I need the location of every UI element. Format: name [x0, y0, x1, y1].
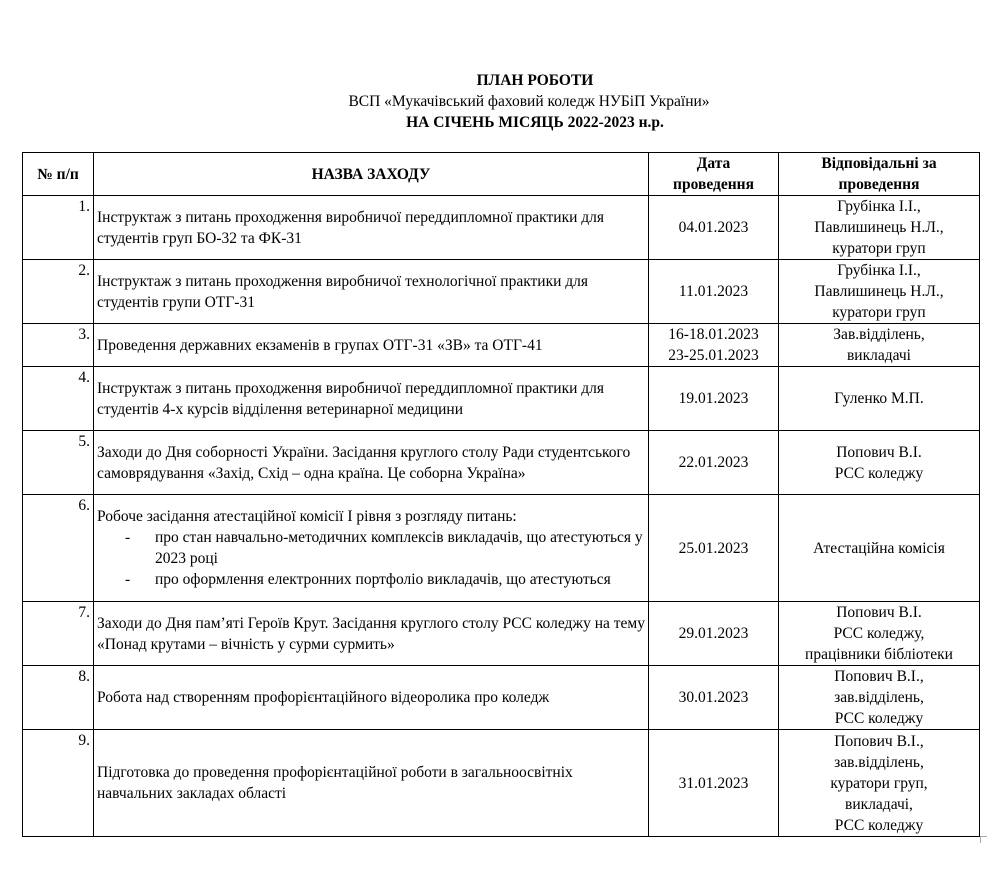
event-date-cell — [649, 196, 779, 260]
event-date-cell — [649, 324, 779, 367]
column-header-resp-line2: проведення — [838, 176, 920, 193]
responsible-person: Попович В.І., — [834, 668, 924, 685]
table-row — [23, 367, 980, 431]
event-date-cell — [649, 666, 779, 730]
event-name-cell — [94, 666, 649, 730]
event-subitem-text: про стан навчально-методичних комплексів викладачів, що атестуються у 2023 році — [155, 529, 643, 567]
column-header-name: НАЗВА ЗАХОДУ — [94, 153, 649, 196]
column-header-number: № п/п — [23, 153, 94, 196]
dash-bullet-icon: - — [125, 529, 131, 546]
dash-bullet-icon: - — [125, 571, 131, 588]
event-name-cell — [94, 367, 649, 431]
row-number: 4. — [23, 367, 94, 431]
responsible-cell — [779, 367, 980, 431]
event-name-cell — [94, 602, 649, 666]
event-name-cell — [94, 730, 649, 837]
responsible-person: РСС коледжу — [834, 710, 924, 727]
event-date-cell — [649, 602, 779, 666]
event-subitems-list — [97, 527, 645, 590]
event-date: 11.01.2023 — [678, 283, 749, 300]
row-number: 9. — [23, 730, 94, 837]
column-header-resp-line1: Відповідальні за — [821, 155, 937, 172]
institution-name: ВСП «Мукачівський фаховий коледж НУБіП України» — [348, 93, 710, 110]
table-row — [23, 495, 980, 602]
event-date: 25.01.2023 — [678, 539, 749, 557]
event-name: Заходи до Дня соборності України. Засідання круглого столу Ради студентського самоврядування «Захід, Схід – одна країна. Це соборна Україна» — [97, 443, 631, 482]
table-row — [23, 260, 980, 324]
responsible-person: Грубінка І.І., — [837, 262, 921, 279]
row-number: 7. — [23, 602, 94, 666]
responsible-person: зав.відділень, — [834, 689, 924, 706]
table-header-row — [23, 153, 980, 196]
event-name: Заходи до Дня пам’яті Героїв Крут. Засідання круглого столу РСС коледжу на тему «Понад крутами – вічність у сурми сурмить» — [97, 614, 645, 653]
event-name: Робота над створенням профорієнтаційного відеоролика про коледж — [97, 689, 550, 706]
column-header-date-line1: Дата — [696, 155, 731, 172]
responsible-cell — [779, 602, 980, 666]
table-row — [23, 602, 980, 666]
responsible-person: зав.відділень, — [834, 753, 924, 771]
responsible-person: куратори груп, — [830, 774, 928, 792]
event-date: 19.01.2023 — [678, 390, 749, 407]
responsible-cell — [779, 495, 980, 602]
event-subitem — [97, 569, 645, 590]
page-corner-mark — [980, 836, 987, 843]
table-body — [23, 196, 980, 837]
row-number: 2. — [23, 260, 94, 324]
event-date: 30.01.2023 — [678, 689, 749, 706]
responsible-cell — [779, 431, 980, 495]
event-name-cell — [94, 495, 649, 602]
work-plan-table — [22, 152, 980, 837]
responsible-person: працівники бібліотеки — [805, 646, 953, 663]
event-name: Інструктаж з питань проходження виробничої переддипломної практики для студентів груп БО-32 та ФК-31 — [97, 208, 605, 247]
document-title: ПЛАН РОБОТИ — [476, 72, 594, 89]
event-date-cell — [649, 260, 779, 324]
responsible-cell — [779, 260, 980, 324]
event-subitem-text: про оформлення електронних портфоліо викладачів, що атестуються — [155, 571, 611, 588]
responsible-person: Павлишинець Н.Л., — [814, 283, 944, 300]
event-date: 16-18.01.2023 — [668, 326, 759, 343]
responsible-person: Зав.відділень, — [833, 326, 925, 343]
event-date: 22.01.2023 — [678, 454, 749, 471]
table-row — [23, 431, 980, 495]
responsible-person: Попович В.І., — [834, 732, 924, 750]
responsible-person: Павлишинець Н.Л., — [814, 219, 944, 236]
responsible-cell — [779, 196, 980, 260]
responsible-person: Гуленко М.П. — [834, 390, 924, 407]
row-number: 1. — [23, 196, 94, 260]
event-date-cell — [649, 495, 779, 602]
document-header — [0, 70, 988, 133]
responsible-person: РСС коледжу, — [833, 625, 925, 642]
event-date-cell — [649, 730, 779, 837]
event-name-cell — [94, 260, 649, 324]
responsible-person: РСС коледжу — [834, 464, 924, 482]
event-date-cell — [649, 431, 779, 495]
responsible-person: РСС коледжу — [834, 816, 924, 834]
responsible-cell — [779, 324, 980, 367]
event-name: Інструктаж з питань проходження виробничої технологічної практики для студентів групи ОТГ-31 — [97, 272, 589, 311]
event-name: Робоче засідання атестаційної комісії І рівня з розгляду питань: — [97, 508, 517, 525]
responsible-person: Грубінка І.І., — [837, 198, 921, 215]
responsible-person: Попович В.І. — [836, 604, 922, 621]
event-date: 04.01.2023 — [678, 219, 749, 236]
event-date: 29.01.2023 — [678, 625, 749, 642]
row-number: 3. — [23, 324, 94, 367]
column-header-responsible — [779, 153, 980, 196]
responsible-person: куратори груп — [832, 304, 926, 321]
event-name-cell — [94, 324, 649, 367]
event-date-cell — [649, 367, 779, 431]
row-number: 5. — [23, 431, 94, 495]
event-date: 31.01.2023 — [678, 774, 749, 792]
table-row — [23, 730, 980, 837]
row-number: 6. — [23, 495, 94, 602]
event-name: Підготовка до проведення профорієнтаційної роботи в загальноосвітніх навчальних закладах області — [97, 764, 573, 802]
table-row — [23, 666, 980, 730]
table-row — [23, 324, 980, 367]
responsible-cell — [779, 666, 980, 730]
event-name: Проведення державних екзаменів в групах ОТГ-31 «ЗВ» та ОТГ-41 — [97, 336, 543, 354]
responsible-person: куратори груп — [832, 240, 926, 257]
responsible-cell — [779, 730, 980, 837]
responsible-person: викладачі, — [845, 795, 913, 813]
column-header-date-line2: проведення — [673, 176, 754, 193]
event-name: Інструктаж з питань проходження виробничої переддипломної практики для студентів 4-х курсів відділення ветеринарної медицини — [97, 379, 605, 418]
event-date: 23-25.01.2023 — [668, 347, 759, 364]
row-number: 8. — [23, 666, 94, 730]
plan-period: НА СІЧЕНЬ МІСЯЦЬ 2022-2023 н.р. — [406, 114, 664, 131]
event-name-cell — [94, 196, 649, 260]
column-header-date — [649, 153, 779, 196]
responsible-person: Атестаційна комісія — [813, 539, 945, 557]
responsible-person: Попович В.І. — [836, 443, 922, 461]
table-row — [23, 196, 980, 260]
responsible-person: викладачі — [846, 347, 911, 364]
event-subitem — [97, 527, 645, 569]
event-name-cell — [94, 431, 649, 495]
